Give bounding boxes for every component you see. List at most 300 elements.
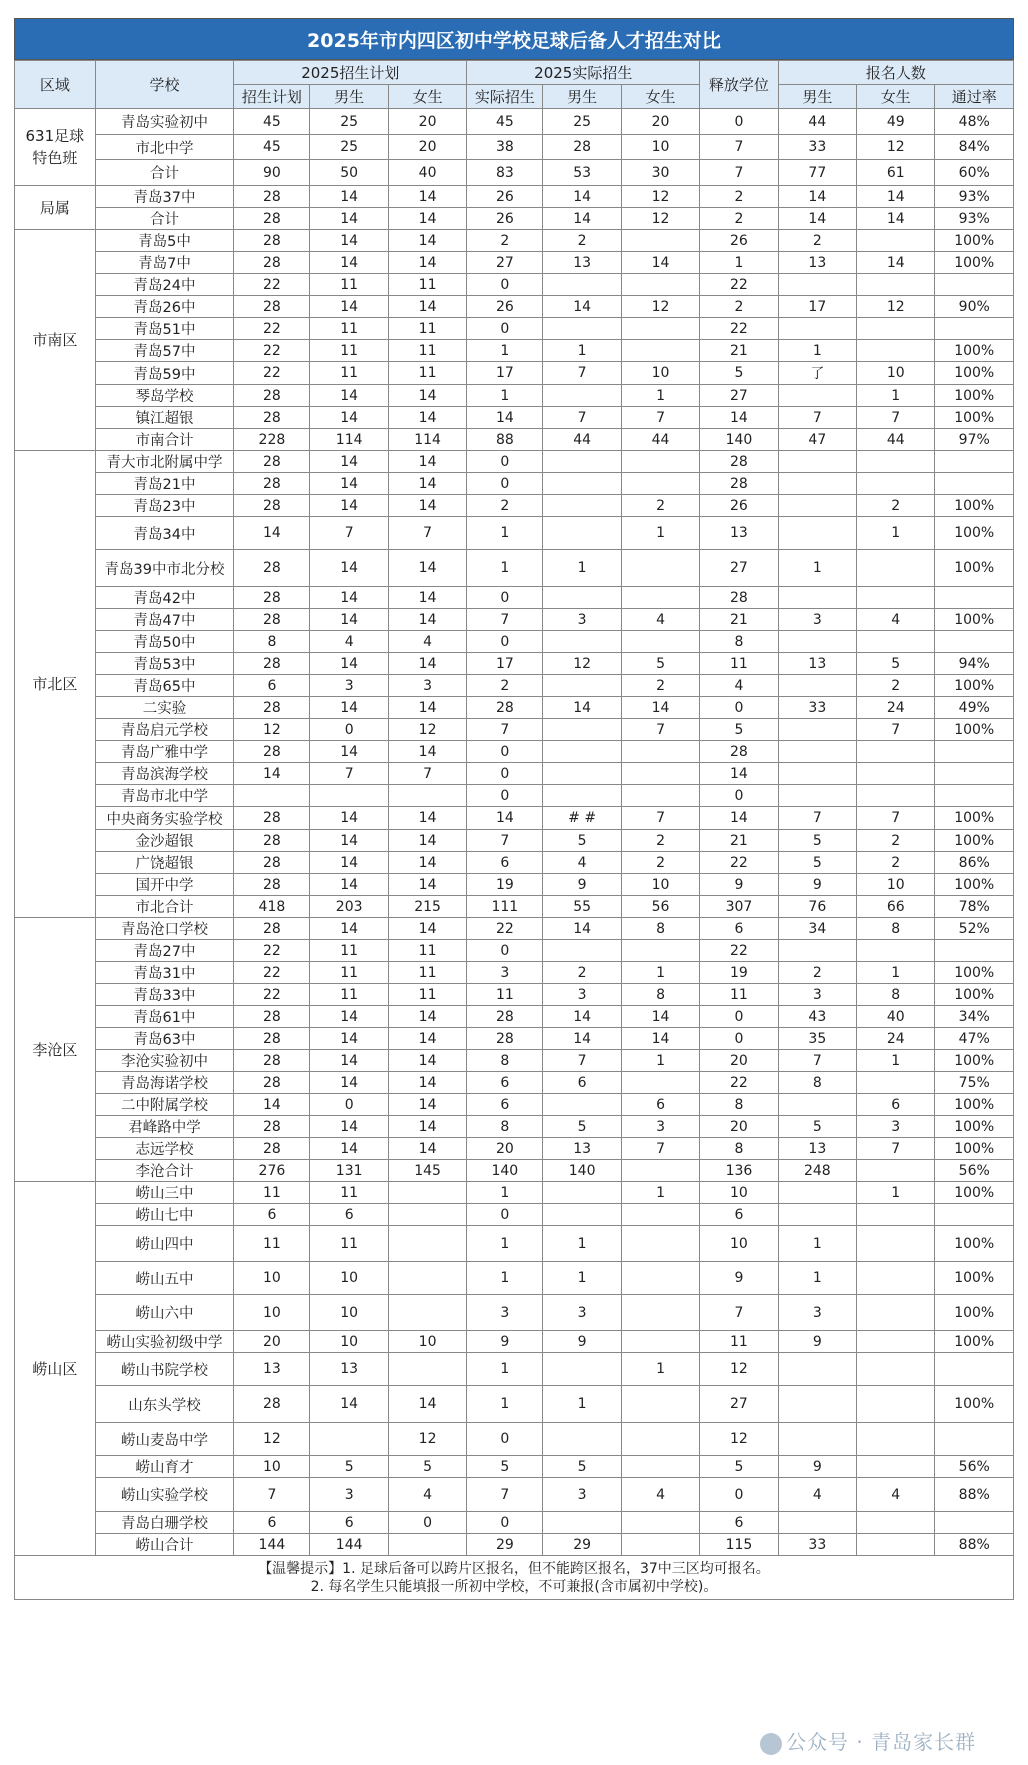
- table-row: [15, 1262, 1014, 1295]
- school-cell: 市北中学: [95, 135, 234, 160]
- value-cell: 100%: [935, 407, 1014, 429]
- value-cell: [543, 785, 621, 807]
- value-cell: 100%: [935, 1050, 1014, 1072]
- value-cell: [621, 631, 699, 653]
- value-cell: [621, 274, 699, 296]
- school-cell: 国开中学: [95, 874, 234, 896]
- value-cell: 14: [467, 807, 543, 830]
- value-cell: 111: [467, 896, 543, 918]
- value-cell: 1: [857, 962, 935, 984]
- value-cell: [857, 1160, 935, 1182]
- value-cell: 14: [310, 208, 388, 230]
- value-cell: 60%: [935, 160, 1014, 186]
- value-cell: [621, 1386, 699, 1423]
- value-cell: 7: [467, 1478, 543, 1512]
- value-cell: 55: [543, 896, 621, 918]
- value-cell: 11: [310, 340, 388, 362]
- value-cell: [543, 631, 621, 653]
- table-row: [15, 1534, 1014, 1556]
- value-cell: 3: [467, 1295, 543, 1331]
- value-cell: 5: [778, 830, 856, 852]
- value-cell: 11: [388, 274, 466, 296]
- value-cell: 28: [234, 697, 310, 719]
- value-cell: 12: [234, 1423, 310, 1456]
- table-row: [15, 407, 1014, 429]
- school-cell: 合计: [95, 208, 234, 230]
- value-cell: 14: [388, 1138, 466, 1160]
- value-cell: 6: [621, 1094, 699, 1116]
- value-cell: 28: [234, 852, 310, 874]
- value-cell: 7: [310, 763, 388, 785]
- value-cell: 34%: [935, 1006, 1014, 1028]
- value-cell: 7: [467, 719, 543, 741]
- value-cell: [543, 517, 621, 550]
- header-pass-rate: 通过率: [935, 85, 1014, 109]
- value-cell: 28: [234, 741, 310, 763]
- table-row: [15, 429, 1014, 451]
- value-cell: 7: [621, 407, 699, 429]
- value-cell: 28: [700, 473, 778, 495]
- value-cell: 49%: [935, 697, 1014, 719]
- value-cell: 1: [621, 962, 699, 984]
- school-cell: 李沧合计: [95, 1160, 234, 1182]
- value-cell: 28: [234, 609, 310, 631]
- school-cell: 崂山七中: [95, 1204, 234, 1226]
- school-cell: 二实验: [95, 697, 234, 719]
- value-cell: 66: [857, 896, 935, 918]
- school-cell: 合计: [95, 160, 234, 186]
- value-cell: 10: [234, 1295, 310, 1331]
- value-cell: [778, 1386, 856, 1423]
- value-cell: 14: [310, 407, 388, 429]
- value-cell: 10: [234, 1456, 310, 1478]
- value-cell: 1: [857, 517, 935, 550]
- table-row: [15, 1182, 1014, 1204]
- value-cell: 203: [310, 896, 388, 918]
- wechat-icon: [760, 1733, 782, 1755]
- value-cell: 22: [234, 340, 310, 362]
- value-cell: [857, 1423, 935, 1456]
- value-cell: 3: [857, 1116, 935, 1138]
- value-cell: [857, 1262, 935, 1295]
- value-cell: 14: [700, 807, 778, 830]
- value-cell: 90: [234, 160, 310, 186]
- value-cell: 11: [310, 940, 388, 962]
- value-cell: 100%: [935, 252, 1014, 274]
- value-cell: [388, 1353, 466, 1386]
- value-cell: 1: [778, 550, 856, 587]
- value-cell: 56%: [935, 1456, 1014, 1478]
- value-cell: 13: [778, 653, 856, 675]
- school-cell: 崂山四中: [95, 1226, 234, 1262]
- value-cell: 1: [621, 1182, 699, 1204]
- value-cell: [935, 741, 1014, 763]
- value-cell: 28: [234, 1386, 310, 1423]
- value-cell: 44: [778, 109, 856, 135]
- school-cell: 镇江超银: [95, 407, 234, 429]
- value-cell: [857, 1226, 935, 1262]
- value-cell: 14: [543, 1028, 621, 1050]
- value-cell: 100%: [935, 1295, 1014, 1331]
- value-cell: 100%: [935, 1386, 1014, 1423]
- value-cell: [543, 587, 621, 609]
- value-cell: 7: [543, 1050, 621, 1072]
- value-cell: [935, 274, 1014, 296]
- table-row: [15, 252, 1014, 274]
- value-cell: 6: [467, 1094, 543, 1116]
- value-cell: 28: [234, 186, 310, 208]
- region-cell: 市北区: [15, 451, 96, 918]
- value-cell: 144: [234, 1534, 310, 1556]
- value-cell: 13: [543, 252, 621, 274]
- value-cell: 0: [388, 1512, 466, 1534]
- value-cell: 5: [778, 1116, 856, 1138]
- value-cell: 25: [543, 109, 621, 135]
- table-row: [15, 807, 1014, 830]
- value-cell: [310, 1423, 388, 1456]
- value-cell: 8: [621, 918, 699, 940]
- value-cell: 22: [700, 1072, 778, 1094]
- value-cell: [621, 1262, 699, 1295]
- value-cell: 28: [467, 697, 543, 719]
- value-cell: 94%: [935, 653, 1014, 675]
- value-cell: 7: [621, 719, 699, 741]
- value-cell: 0: [700, 697, 778, 719]
- value-cell: 0: [310, 719, 388, 741]
- value-cell: 7: [778, 407, 856, 429]
- value-cell: 27: [700, 550, 778, 587]
- value-cell: [778, 741, 856, 763]
- value-cell: [857, 1295, 935, 1331]
- value-cell: 7: [700, 160, 778, 186]
- value-cell: 28: [234, 495, 310, 517]
- value-cell: [621, 451, 699, 473]
- value-cell: 10: [310, 1295, 388, 1331]
- value-cell: 86%: [935, 852, 1014, 874]
- value-cell: [935, 1512, 1014, 1534]
- table-row: [15, 385, 1014, 407]
- value-cell: 100%: [935, 1182, 1014, 1204]
- value-cell: 1: [543, 550, 621, 587]
- value-cell: 8: [778, 1072, 856, 1094]
- value-cell: [778, 451, 856, 473]
- value-cell: 28: [234, 918, 310, 940]
- value-cell: 1: [467, 385, 543, 407]
- value-cell: 9: [700, 874, 778, 896]
- value-cell: [778, 517, 856, 550]
- value-cell: 1: [700, 252, 778, 274]
- value-cell: 6: [467, 1072, 543, 1094]
- value-cell: [935, 587, 1014, 609]
- table-row: [15, 1423, 1014, 1456]
- value-cell: 13: [310, 1353, 388, 1386]
- school-cell: 崂山合计: [95, 1534, 234, 1556]
- value-cell: [857, 1386, 935, 1423]
- value-cell: 28: [234, 451, 310, 473]
- value-cell: 3: [310, 1478, 388, 1512]
- value-cell: 4: [700, 675, 778, 697]
- value-cell: 8: [700, 631, 778, 653]
- value-cell: 3: [543, 609, 621, 631]
- value-cell: 7: [543, 362, 621, 385]
- school-cell: 中央商务实验学校: [95, 807, 234, 830]
- table-row: [15, 550, 1014, 587]
- value-cell: [857, 1456, 935, 1478]
- value-cell: [935, 631, 1014, 653]
- tips-notes: [14, 1556, 1014, 1600]
- value-cell: 10: [234, 1262, 310, 1295]
- value-cell: [857, 1353, 935, 1386]
- value-cell: 7: [857, 1138, 935, 1160]
- value-cell: 144: [310, 1534, 388, 1556]
- table-row: [15, 135, 1014, 160]
- value-cell: 6: [234, 1512, 310, 1534]
- value-cell: [543, 451, 621, 473]
- value-cell: 14: [543, 186, 621, 208]
- value-cell: [543, 1423, 621, 1456]
- header-region: 区域: [15, 61, 96, 109]
- header-school: 学校: [95, 61, 234, 109]
- header-actual-girls: 女生: [621, 85, 699, 109]
- value-cell: 93%: [935, 208, 1014, 230]
- table-row: [15, 940, 1014, 962]
- value-cell: 78%: [935, 896, 1014, 918]
- value-cell: 8: [857, 918, 935, 940]
- value-cell: 28: [234, 653, 310, 675]
- value-cell: 43: [778, 1006, 856, 1028]
- value-cell: 8: [467, 1116, 543, 1138]
- value-cell: [621, 587, 699, 609]
- value-cell: 28: [543, 135, 621, 160]
- value-cell: 49: [857, 109, 935, 135]
- value-cell: 5: [700, 719, 778, 741]
- value-cell: 3: [543, 984, 621, 1006]
- value-cell: [778, 940, 856, 962]
- value-cell: 20: [621, 109, 699, 135]
- school-cell: 青岛51中: [95, 318, 234, 340]
- value-cell: [857, 1512, 935, 1534]
- value-cell: 28: [234, 208, 310, 230]
- value-cell: 45: [234, 109, 310, 135]
- header-plan-group: 2025招生计划: [234, 61, 467, 85]
- value-cell: 2: [700, 208, 778, 230]
- value-cell: 2: [857, 852, 935, 874]
- value-cell: 14: [388, 407, 466, 429]
- value-cell: [778, 473, 856, 495]
- table-row: [15, 609, 1014, 631]
- value-cell: 8: [700, 1138, 778, 1160]
- value-cell: 14: [388, 208, 466, 230]
- value-cell: 14: [310, 741, 388, 763]
- value-cell: 26: [467, 208, 543, 230]
- value-cell: 1: [857, 1182, 935, 1204]
- value-cell: 14: [234, 763, 310, 785]
- table-row: [15, 587, 1014, 609]
- value-cell: 140: [543, 1160, 621, 1182]
- value-cell: 7: [778, 807, 856, 830]
- school-cell: 崂山麦岛中学: [95, 1423, 234, 1456]
- value-cell: 97%: [935, 429, 1014, 451]
- value-cell: 100%: [935, 1331, 1014, 1353]
- value-cell: [935, 763, 1014, 785]
- value-cell: 14: [543, 697, 621, 719]
- value-cell: 14: [467, 407, 543, 429]
- value-cell: 1: [467, 1353, 543, 1386]
- value-cell: 100%: [935, 675, 1014, 697]
- value-cell: 33: [778, 1534, 856, 1556]
- value-cell: 100%: [935, 984, 1014, 1006]
- value-cell: 20: [388, 109, 466, 135]
- value-cell: [778, 495, 856, 517]
- value-cell: 20: [234, 1331, 310, 1353]
- value-cell: 14: [310, 230, 388, 252]
- value-cell: [778, 785, 856, 807]
- value-cell: 28: [700, 451, 778, 473]
- school-cell: 市南合计: [95, 429, 234, 451]
- table-row: [15, 1456, 1014, 1478]
- value-cell: 83: [467, 160, 543, 186]
- value-cell: 17: [467, 653, 543, 675]
- value-cell: 0: [700, 1006, 778, 1028]
- value-cell: 44: [621, 429, 699, 451]
- value-cell: 53: [543, 160, 621, 186]
- value-cell: 2: [621, 830, 699, 852]
- school-cell: 青岛37中: [95, 186, 234, 208]
- value-cell: [388, 1182, 466, 1204]
- value-cell: 248: [778, 1160, 856, 1182]
- value-cell: 14: [543, 918, 621, 940]
- value-cell: 14: [310, 495, 388, 517]
- value-cell: 114: [310, 429, 388, 451]
- value-cell: [543, 741, 621, 763]
- value-cell: 2: [778, 230, 856, 252]
- school-cell: 青岛广雅中学: [95, 741, 234, 763]
- value-cell: [388, 1534, 466, 1556]
- value-cell: 28: [234, 1006, 310, 1028]
- value-cell: 8: [234, 631, 310, 653]
- value-cell: 11: [310, 962, 388, 984]
- value-cell: 14: [310, 385, 388, 407]
- value-cell: [778, 719, 856, 741]
- value-cell: 12: [621, 296, 699, 318]
- value-cell: 14: [388, 1072, 466, 1094]
- value-cell: [778, 1204, 856, 1226]
- value-cell: [935, 1204, 1014, 1226]
- value-cell: 14: [388, 1094, 466, 1116]
- value-cell: 9: [700, 1262, 778, 1295]
- value-cell: [621, 318, 699, 340]
- value-cell: [778, 763, 856, 785]
- value-cell: 14: [388, 852, 466, 874]
- value-cell: 7: [700, 1295, 778, 1331]
- value-cell: 22: [234, 274, 310, 296]
- value-cell: 50: [310, 160, 388, 186]
- school-cell: 琴岛学校: [95, 385, 234, 407]
- value-cell: 7: [857, 807, 935, 830]
- value-cell: 14: [310, 252, 388, 274]
- value-cell: 14: [310, 807, 388, 830]
- table-row: [15, 984, 1014, 1006]
- value-cell: [857, 473, 935, 495]
- value-cell: 40: [857, 1006, 935, 1028]
- value-cell: 14: [310, 697, 388, 719]
- school-cell: 青岛启元学校: [95, 719, 234, 741]
- value-cell: 100%: [935, 1138, 1014, 1160]
- value-cell: [388, 785, 466, 807]
- table-row: [15, 874, 1014, 896]
- header-apply-group: 报名人数: [778, 61, 1013, 85]
- table-row: [15, 109, 1014, 135]
- value-cell: 11: [388, 962, 466, 984]
- value-cell: 14: [234, 517, 310, 550]
- value-cell: 9: [543, 1331, 621, 1353]
- value-cell: 14: [388, 1006, 466, 1028]
- table-row: [15, 962, 1014, 984]
- table-row: [15, 741, 1014, 763]
- watermark-text: 公众号 · 青岛家长群: [786, 1730, 977, 1754]
- value-cell: 1: [467, 340, 543, 362]
- value-cell: 14: [778, 208, 856, 230]
- value-cell: 14: [621, 1028, 699, 1050]
- value-cell: 90%: [935, 296, 1014, 318]
- value-cell: 3: [543, 1478, 621, 1512]
- value-cell: 307: [700, 896, 778, 918]
- value-cell: 14: [543, 1006, 621, 1028]
- school-cell: 青岛27中: [95, 940, 234, 962]
- value-cell: [778, 675, 856, 697]
- value-cell: 11: [388, 940, 466, 962]
- value-cell: 12: [388, 719, 466, 741]
- value-cell: 30: [621, 160, 699, 186]
- value-cell: 14: [388, 1028, 466, 1050]
- value-cell: 12: [857, 135, 935, 160]
- value-cell: 19: [467, 874, 543, 896]
- value-cell: 1: [621, 385, 699, 407]
- value-cell: [621, 1331, 699, 1353]
- value-cell: [857, 340, 935, 362]
- value-cell: 2: [621, 495, 699, 517]
- value-cell: 4: [621, 609, 699, 631]
- table-row: [15, 1204, 1014, 1226]
- value-cell: 28: [234, 587, 310, 609]
- value-cell: [621, 1072, 699, 1094]
- value-cell: 5: [543, 1116, 621, 1138]
- value-cell: 28: [467, 1006, 543, 1028]
- value-cell: 0: [310, 1094, 388, 1116]
- value-cell: 14: [388, 741, 466, 763]
- value-cell: 14: [621, 1006, 699, 1028]
- value-cell: 3: [543, 1295, 621, 1331]
- value-cell: 418: [234, 896, 310, 918]
- value-cell: 45: [234, 135, 310, 160]
- value-cell: 12: [857, 296, 935, 318]
- watermark: [760, 1726, 976, 1755]
- value-cell: 11: [234, 1226, 310, 1262]
- school-cell: 青岛47中: [95, 609, 234, 631]
- value-cell: 13: [700, 517, 778, 550]
- table-row: [15, 1050, 1014, 1072]
- value-cell: 4: [310, 631, 388, 653]
- value-cell: 0: [467, 763, 543, 785]
- value-cell: 11: [388, 318, 466, 340]
- value-cell: [621, 1204, 699, 1226]
- value-cell: [778, 587, 856, 609]
- value-cell: 35: [778, 1028, 856, 1050]
- value-cell: 14: [388, 874, 466, 896]
- school-cell: 青岛42中: [95, 587, 234, 609]
- value-cell: 22: [234, 318, 310, 340]
- value-cell: 14: [388, 473, 466, 495]
